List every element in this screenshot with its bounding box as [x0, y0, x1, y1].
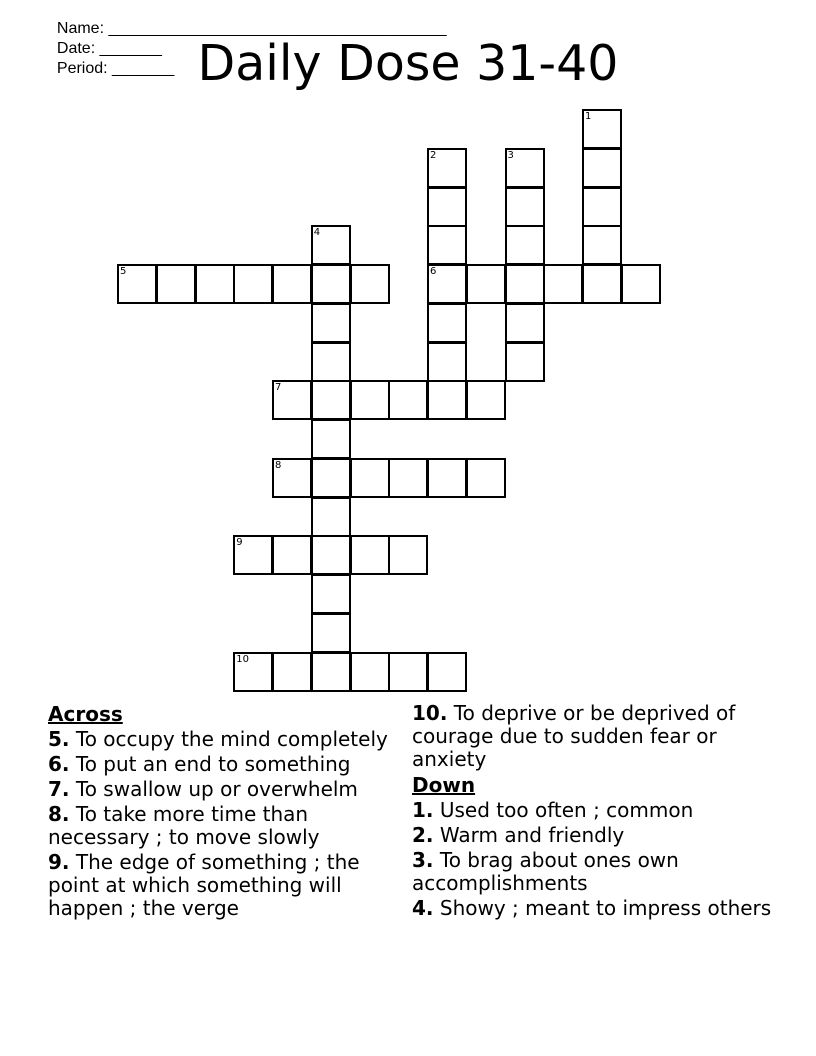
clue-text: To take more time than necessary ; to move slowly	[48, 802, 320, 849]
grid-cell[interactable]	[427, 380, 467, 420]
grid-cell[interactable]	[466, 264, 506, 304]
grid-cell[interactable]	[117, 264, 157, 304]
grid-cell[interactable]	[350, 458, 390, 498]
clues-column-right	[412, 702, 772, 922]
grid-cell[interactable]	[350, 535, 390, 575]
grid-cell[interactable]	[272, 380, 312, 420]
grid-cell[interactable]	[311, 380, 351, 420]
grid-cell[interactable]	[311, 264, 351, 304]
cell-number: 5	[120, 266, 127, 277]
clue-number: 2.	[412, 823, 434, 847]
grid-cell[interactable]	[350, 380, 390, 420]
grid-cell[interactable]	[272, 652, 312, 692]
cell-number: 10	[236, 653, 249, 665]
grid-cell[interactable]	[195, 264, 235, 304]
across-clue-5	[48, 728, 398, 751]
clue-text: Warm and friendly	[439, 823, 625, 847]
grid-cell[interactable]	[582, 187, 622, 227]
clue-number: 8.	[48, 802, 70, 826]
grid-cell[interactable]	[311, 652, 351, 692]
cell-number: 9	[236, 537, 243, 549]
grid-cell[interactable]	[272, 535, 312, 575]
grid-cell[interactable]	[582, 109, 622, 149]
name-field[interactable]: Name: ______________________________________	[56, 20, 447, 37]
clue-text: Used too often ; common	[439, 798, 694, 822]
grid-cell[interactable]	[582, 148, 622, 188]
grid-cell[interactable]	[272, 264, 312, 304]
puzzle-title: Daily Dose 31-40	[197, 35, 619, 92]
grid-cell[interactable]	[427, 264, 467, 304]
clue-number: 7.	[48, 777, 70, 801]
grid-cell[interactable]	[505, 187, 545, 227]
grid-cell[interactable]	[388, 535, 428, 575]
grid-cell[interactable]	[505, 148, 545, 188]
clue-number: 1.	[412, 798, 434, 822]
down-clue-1	[412, 799, 772, 822]
grid-cell[interactable]	[427, 342, 467, 382]
grid-cell[interactable]	[582, 225, 622, 265]
grid-cell[interactable]	[427, 187, 467, 227]
cell-number: 3	[507, 149, 514, 161]
grid-cell[interactable]	[582, 264, 622, 304]
across-clue-7	[48, 778, 398, 801]
grid-cell[interactable]	[427, 303, 467, 343]
down-clue-2	[412, 824, 772, 847]
across-clue-6	[48, 753, 398, 776]
grid-cell[interactable]	[388, 458, 428, 498]
grid-cell[interactable]	[311, 303, 351, 343]
clue-number: 3.	[412, 848, 434, 872]
clue-text: Showy ; meant to impress others	[439, 896, 772, 920]
date-field[interactable]: Date: _______	[56, 40, 162, 57]
grid-cell[interactable]	[233, 535, 273, 575]
down-clue-4	[412, 897, 772, 920]
grid-cell[interactable]	[388, 652, 428, 692]
grid-cell[interactable]	[311, 458, 351, 498]
clue-text: To brag about ones own accomplishments	[412, 848, 679, 895]
grid-cell[interactable]	[350, 264, 390, 304]
clue-number: 10.	[412, 701, 448, 725]
cell-number: 1	[585, 111, 592, 122]
clue-number: 4.	[412, 896, 434, 920]
clue-number: 5.	[48, 727, 70, 751]
grid-cell[interactable]	[427, 148, 467, 188]
grid-cell[interactable]	[505, 303, 545, 343]
grid-cell[interactable]	[311, 497, 351, 537]
cell-number: 2	[430, 149, 437, 161]
grid-cell[interactable]	[388, 380, 428, 420]
cell-number: 8	[275, 459, 282, 471]
clue-text: To deprive or be deprived of courage due to sudden fear or anxiety	[412, 701, 736, 771]
cell-number: 6	[430, 266, 437, 277]
clue-text: The edge of something ; the point at which something will happen ; the verge	[48, 850, 360, 920]
grid-cell[interactable]	[311, 535, 351, 575]
grid-cell[interactable]	[505, 225, 545, 265]
grid-cell[interactable]	[505, 264, 545, 304]
grid-cell[interactable]	[543, 264, 583, 304]
cell-number: 7	[275, 382, 282, 394]
across-clue-9	[48, 851, 398, 920]
grid-cell[interactable]	[466, 458, 506, 498]
grid-cell[interactable]	[466, 380, 506, 420]
across-clue-10	[412, 702, 772, 771]
grid-cell[interactable]	[272, 458, 312, 498]
clue-number: 9.	[48, 850, 70, 874]
grid-cell[interactable]	[427, 225, 467, 265]
grid-cell[interactable]	[350, 652, 390, 692]
grid-cell[interactable]	[427, 652, 467, 692]
across-heading: Across	[48, 702, 123, 726]
cell-number: 4	[313, 227, 321, 239]
grid-cell[interactable]	[311, 613, 351, 653]
clue-text: To occupy the mind completely	[75, 727, 388, 751]
grid-cell[interactable]	[156, 264, 196, 304]
grid-cell[interactable]	[233, 652, 273, 692]
clue-text: To swallow up or overwhelm	[75, 777, 358, 801]
clue-text: To put an end to something	[75, 752, 351, 776]
period-field[interactable]: Period: _______	[56, 60, 175, 77]
grid-cell[interactable]	[311, 419, 351, 459]
down-heading: Down	[412, 773, 476, 797]
grid-cell[interactable]	[233, 264, 273, 304]
grid-cell[interactable]	[311, 574, 351, 614]
grid-cell[interactable]	[311, 225, 351, 265]
clues-column-left	[48, 702, 398, 922]
clue-number: 6.	[48, 752, 70, 776]
grid-cell[interactable]	[505, 342, 545, 382]
across-clue-8	[48, 803, 398, 849]
grid-cell[interactable]	[427, 458, 467, 498]
down-clue-3	[412, 849, 772, 895]
grid-cell[interactable]	[311, 342, 351, 382]
grid-cell[interactable]	[621, 264, 661, 304]
